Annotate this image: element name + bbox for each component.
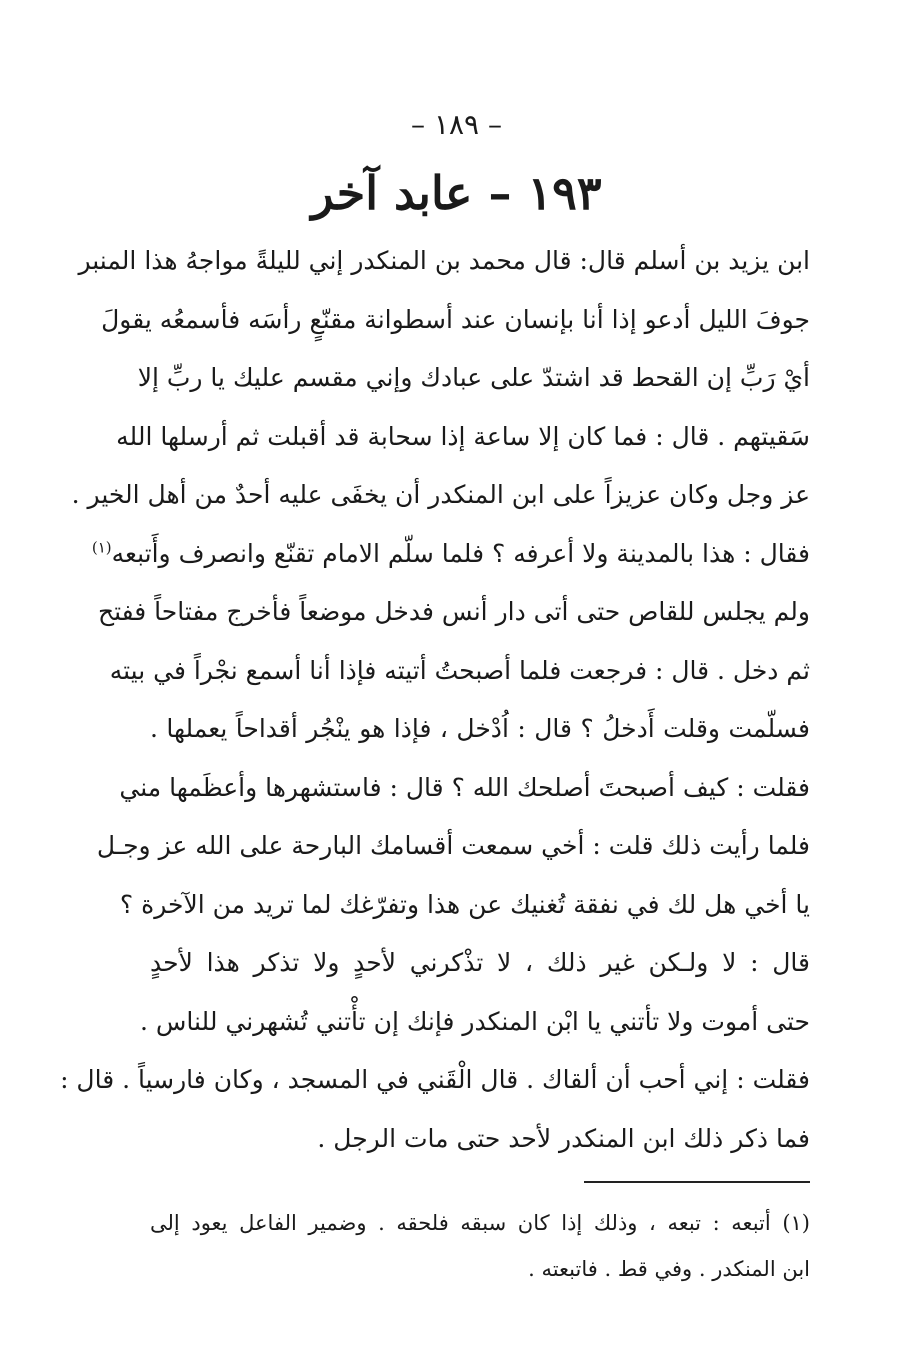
text-line: حتى أموت ولا تأتني يا ابْن المنكدر فإنك إن تأْتني تُشهرني للناس . xyxy=(139,1006,810,1036)
footnote-line: (١) أتبعه : تبعه ، وذلك إذا كان سبقه فلحقه . وضمير الفاعل يعود إلى xyxy=(150,1211,810,1235)
text-line: سَقيتهم . قال : فما كان إلا ساعة إذا سحابة قد أقبلت ثم أرسلها الله xyxy=(116,421,810,451)
section-heading: ١٩٣ – عابد آخر xyxy=(311,166,602,220)
text-line: فقلت : كيف أصبحتَ أصلحك الله ؟ قال : فاستشهرها وأعظَمها مني xyxy=(119,772,810,802)
text-line: ولم يجلس للقاص حتى أتى دار أنس فدخل موضعاً فأخرج مفتاحاً ففتح xyxy=(97,597,810,626)
footnote-line: ابن المنكدر . وفي قط . فاتبعته . xyxy=(528,1257,810,1281)
page-number: – ١٨٩ – xyxy=(411,108,502,141)
text-line-content: فقال : هذا بالمدينة ولا أعرفه ؟ فلما سلّم الامام تقنّع وانصرف وأَتبعه xyxy=(111,538,810,568)
text-line: جوفَ الليل أدعو إذا أنا بإنسان عند أسطوانة مقنّعٍ رأسَه فأسمعُه يقولَ xyxy=(101,304,810,334)
body-text xyxy=(60,232,810,1168)
text-line: ثم دخل . قال : فرجعت فلما أصبحتُ أتيته فإذا أنا أسمع نجْراً في بيته xyxy=(109,655,810,685)
text-line: فلما رأيت ذلك قلت : أخي سمعت أقسامك البارحة على الله عز وجـل xyxy=(96,831,810,860)
footnote-divider xyxy=(584,1181,810,1183)
text-line: فقلت : إني أحب أن ألقاك . قال الْقَني في المسجد ، وكان فارسياً . قال : xyxy=(60,1065,810,1094)
text-line: أيْ رَبِّ إن القحط قد اشتدّ على عبادك وإني مقسم عليك يا ربِّ إلا xyxy=(137,363,810,392)
footnote xyxy=(150,1200,810,1292)
text-line: عز وجل وكان عزيزاً على ابن المنكدر أن يخفَى عليه أحدٌ من أهل الخير . xyxy=(71,480,810,509)
text-line-with-footnote xyxy=(91,525,810,584)
text-line: قال : لا ولـكن غير ذلك ، لا تذْكرني لأحدٍ ولا تذكر هذا لأحدٍ xyxy=(150,948,810,977)
text-line: فما ذكر ذلك ابن المنكدر لأحد حتى مات الرجل . xyxy=(317,1123,810,1153)
text-line: يا أخي هل لك في نفقة تُغنيك عن هذا وتفرّغك لما تريد من الآخرة ؟ xyxy=(119,889,810,919)
text-line: ابن يزيد بن أسلم قال: قال محمد بن المنكدر إني لليلةً مواجهُ هذا المنبر xyxy=(78,246,810,275)
text-line: فسلّمت وقلت أَدخلُ ؟ قال : اُدْخل ، فإذا هو ينْجُر أقداحاً يعملها . xyxy=(150,714,810,743)
footnote-marker: (١) xyxy=(91,538,112,557)
